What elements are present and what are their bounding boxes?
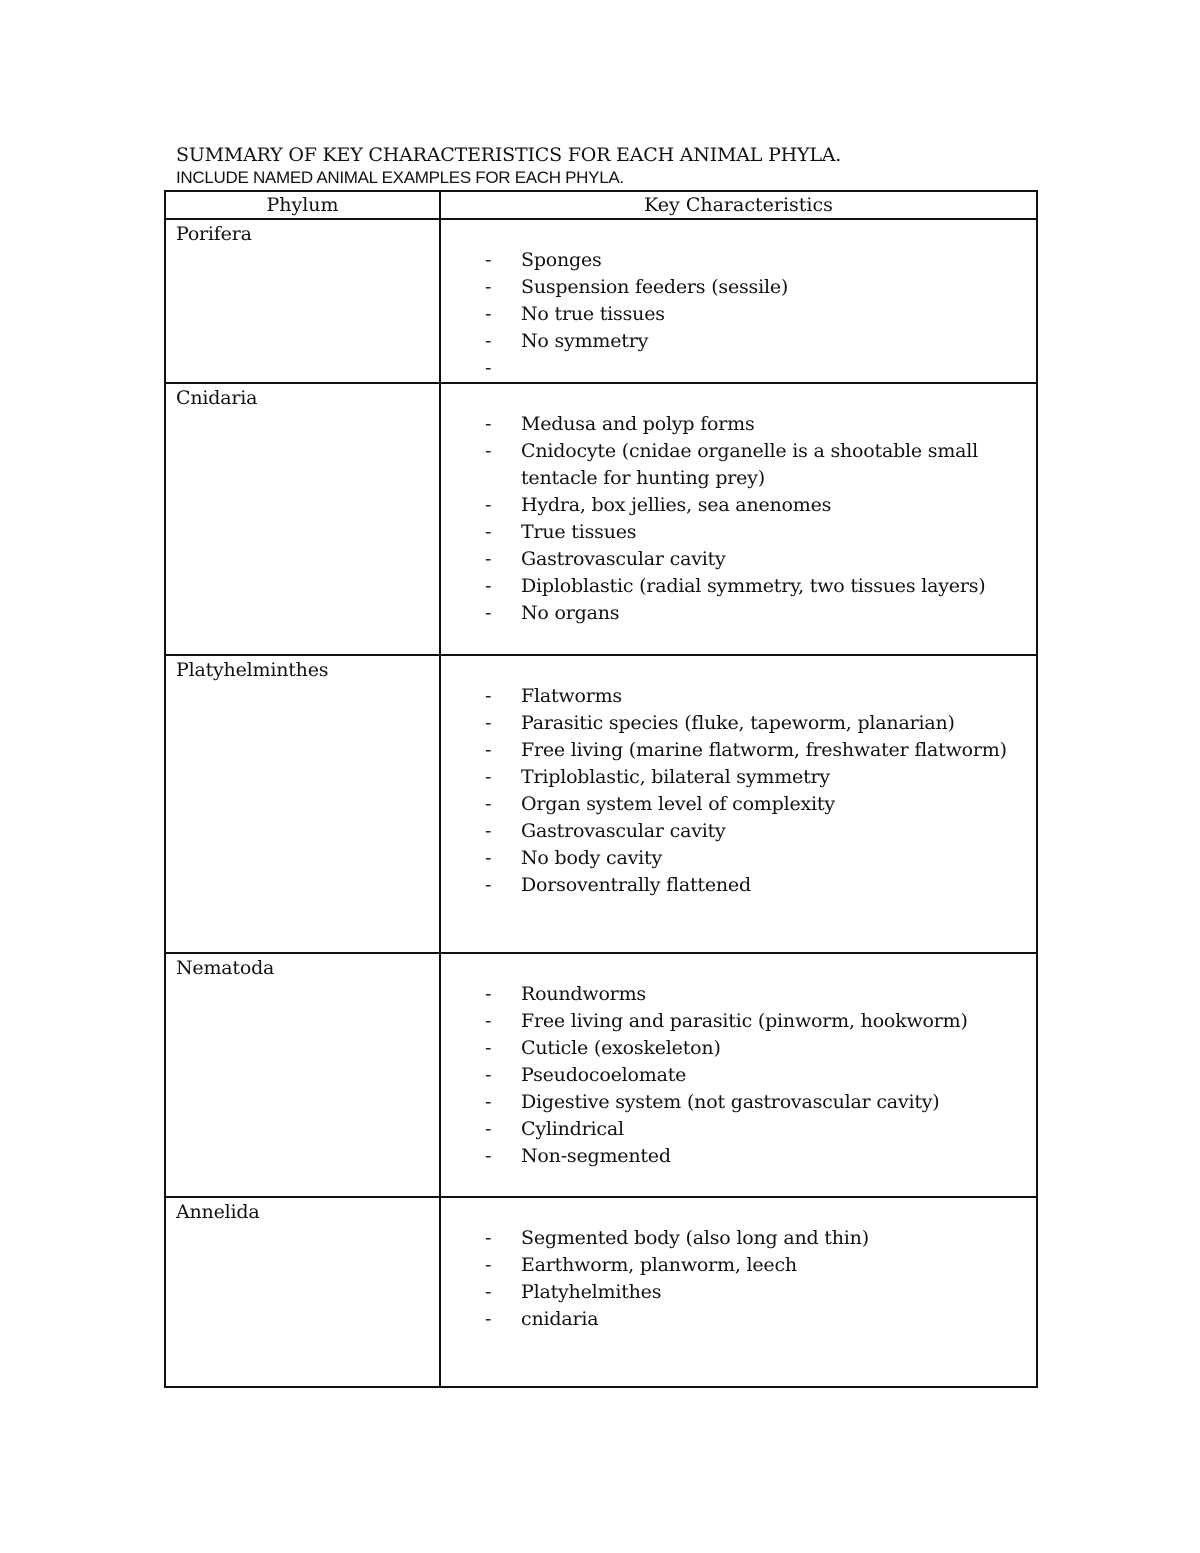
list-item: - Earthworm, planworm, leech (485, 1252, 1016, 1279)
list-item: - Gastrovascular cavity (485, 818, 1016, 845)
list-item: - Free living and parasitic (pinworm, hookworm) (485, 1008, 1016, 1035)
dash-bullet: - (485, 712, 492, 734)
list-item: - No organs (485, 600, 1016, 627)
list-item: - No true tissues (485, 301, 1016, 328)
list-item: - Gastrovascular cavity (485, 546, 1016, 573)
list-item: - Non-segmented (485, 1143, 1016, 1170)
page-subtitle: INCLUDE NAMED ANIMAL EXAMPLES FOR EACH PHYLA. (176, 168, 624, 187)
table-row-cnidaria (165, 383, 1037, 655)
characteristics-cell (440, 953, 1037, 1197)
list-item: - No symmetry (485, 328, 1016, 355)
table-row-annelida (165, 1197, 1037, 1387)
dash-bullet: - (485, 1118, 492, 1140)
characteristics-list (441, 981, 1036, 1170)
list-item: - Segmented body (also long and thin) (485, 1225, 1016, 1252)
list-item: - Cnidocyte (cnidae organelle is a shootable small tentacle for hunting prey) (485, 440, 979, 489)
characteristics-list (441, 1225, 1036, 1333)
characteristics-cell (440, 1197, 1037, 1387)
table-row-porifera (165, 219, 1037, 383)
dash-bullet: - (485, 548, 492, 570)
dash-bullet: - (485, 1227, 492, 1249)
list-item: - Pseudocoelomate (485, 1062, 1016, 1089)
characteristics-cell (440, 219, 1037, 383)
list-item: - Sponges (485, 247, 1016, 274)
list-item: - Parasitic species (fluke, tapeworm, planarian) (485, 710, 1016, 737)
header-phylum: Phylum (165, 191, 440, 219)
page-title: SUMMARY OF KEY CHARACTERISTICS FOR EACH ANIMAL PHYLA. (176, 144, 842, 166)
list-item: - Cuticle (exoskeleton) (485, 1035, 1016, 1062)
list-item: - Hydra, box jellies, sea anenomes (485, 492, 1016, 519)
dash-bullet: - (485, 521, 492, 543)
phylum-cell (165, 953, 440, 1197)
dash-bullet: - (485, 494, 492, 516)
phylum-name: Nematoda (176, 957, 275, 979)
list-item: - Diploblastic (radial symmetry, two tissues layers) (485, 573, 1016, 600)
dash-bullet: - (485, 983, 492, 1005)
dash-bullet: - (485, 1064, 492, 1086)
dash-bullet: - (485, 766, 492, 788)
list-item: - Organ system level of complexity (485, 791, 1016, 818)
list-item: - Platyhelmithes (485, 1279, 1016, 1306)
dash-bullet: - (485, 1281, 492, 1303)
dash-bullet: - (485, 249, 492, 271)
dash-bullet: - (485, 357, 492, 379)
phylum-name: Porifera (176, 223, 252, 245)
list-item: - No body cavity (485, 845, 1016, 872)
dash-bullet: - (485, 793, 492, 815)
list-item (485, 355, 1016, 382)
list-item: - Flatworms (485, 683, 1016, 710)
list-item: - Digestive system (not gastrovascular cavity) (485, 1089, 1016, 1116)
phylum-name: Cnidaria (176, 387, 258, 409)
list-item: - Suspension feeders (sessile) (485, 274, 1016, 301)
list-item: - True tissues (485, 519, 1016, 546)
dash-bullet: - (485, 847, 492, 869)
dash-bullet: - (485, 1091, 492, 1113)
phylum-cell (165, 1197, 440, 1387)
phyla-table (164, 190, 1038, 1388)
characteristics-list (441, 683, 1036, 899)
dash-bullet: - (485, 276, 492, 298)
dash-bullet: - (485, 1308, 492, 1330)
dash-bullet: - (485, 874, 492, 896)
phylum-cell (165, 219, 440, 383)
characteristics-cell (440, 655, 1037, 953)
characteristics-cell (440, 383, 1037, 655)
dash-bullet: - (485, 330, 492, 352)
list-item: - cnidaria (485, 1306, 1016, 1333)
dash-bullet: - (485, 1145, 492, 1167)
header-key-characteristics: Key Characteristics (440, 191, 1037, 219)
phylum-cell (165, 655, 440, 953)
dash-bullet: - (485, 602, 492, 624)
dash-bullet: - (485, 1037, 492, 1059)
dash-bullet: - (485, 820, 492, 842)
list-item: - Medusa and polyp forms (485, 411, 1016, 438)
dash-bullet: - (485, 1254, 492, 1276)
list-item: - Cylindrical (485, 1116, 1016, 1143)
dash-bullet: - (485, 303, 492, 325)
dash-bullet: - (485, 440, 492, 462)
table-row-platyhelminthes (165, 655, 1037, 953)
list-item: - Free living (marine flatworm, freshwater flatworm) (485, 737, 1016, 764)
phylum-cell (165, 383, 440, 655)
phylum-name: Platyhelminthes (176, 659, 329, 681)
dash-bullet: - (485, 1010, 492, 1032)
list-item: - Triploblastic, bilateral symmetry (485, 764, 1016, 791)
characteristics-list (441, 247, 1036, 382)
table-header-row (165, 191, 1037, 219)
dash-bullet: - (485, 685, 492, 707)
document-page (164, 143, 1036, 1388)
table-row-nematoda (165, 953, 1037, 1197)
list-item: - Dorsoventrally flattened (485, 872, 1016, 899)
characteristics-list (441, 411, 1036, 627)
dash-bullet: - (485, 739, 492, 761)
list-item: - Roundworms (485, 981, 1016, 1008)
dash-bullet: - (485, 575, 492, 597)
dash-bullet: - (485, 413, 492, 435)
phylum-name: Annelida (176, 1201, 260, 1223)
